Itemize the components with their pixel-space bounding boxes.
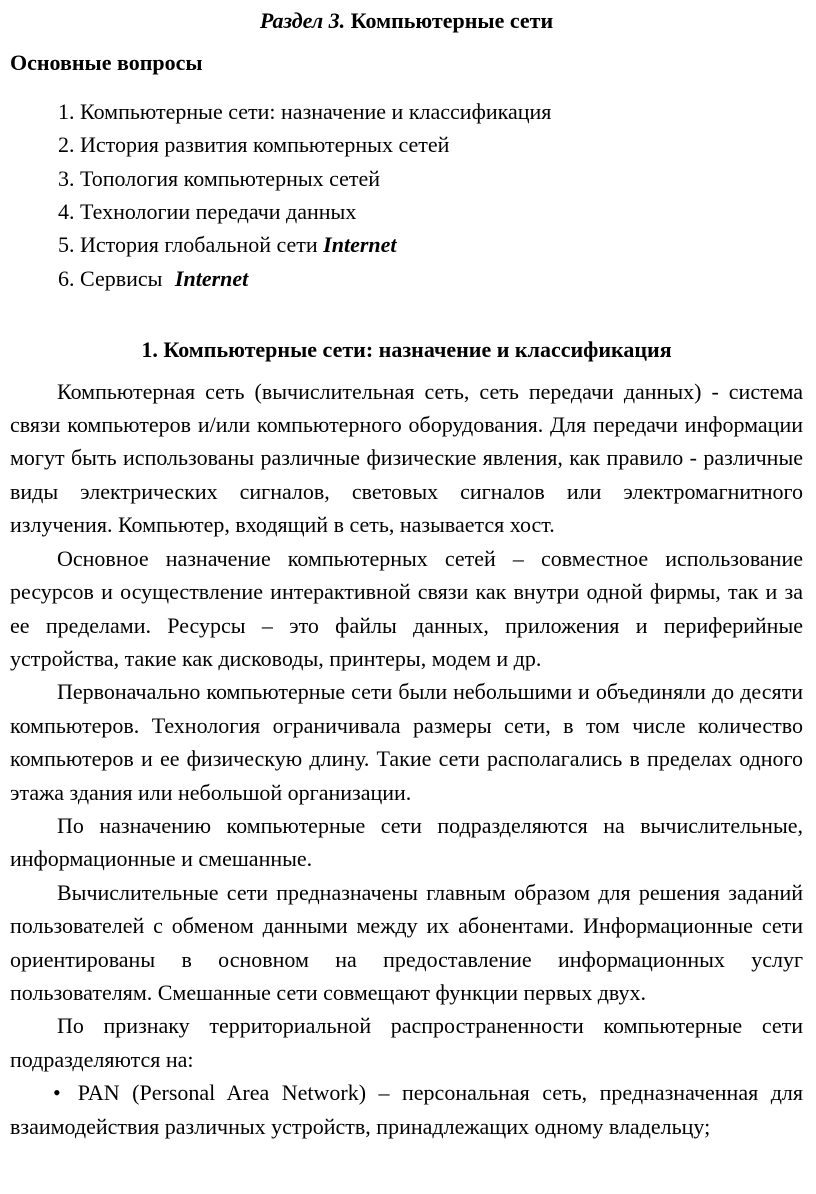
document-title-name: Компьютерные сети xyxy=(350,8,554,33)
question-item-5 xyxy=(58,228,803,261)
question-text: Топология компьютерных сетей xyxy=(80,165,381,191)
body-paragraph-3: Первоначально компьютерные сети были небольшими и объединяли до десяти компьютеров. Технология ограничивала размеры сети, в том числе количество компьютеров и ее физическую длину. Такие сети располагались в пределах одного этажа здания или небольшой организации. xyxy=(10,679,803,805)
question-number: 3. xyxy=(58,165,75,191)
bullet-icon: • xyxy=(53,1080,61,1106)
question-number: 1. xyxy=(58,98,75,124)
question-text: Сервисы xyxy=(80,265,163,291)
section-heading: 1. Компьютерные сети: назначение и классификация xyxy=(141,337,672,363)
internet-emphasis: Internet xyxy=(323,232,397,258)
question-number: 2. xyxy=(58,132,75,158)
body-paragraph-1: Компьютерная сеть (вычислительная сеть, сеть передачи данных) - система связи компьютеров и/или компьютерного оборудования. Для передачи информации могут быть использованы различные физические явления, как правило - различные виды электрических сигналов, световых сигналов или электромагнитного излучения. Компьютер, входящий в сеть, называется хост. xyxy=(10,378,803,538)
questions-list xyxy=(10,95,803,295)
body-paragraph-5: Вычислительные сети предназначены главным образом для решения заданий пользователей с обменом данными между их абонентами. Информационные сети ориентированы в основном на предоставление информационных услуг пользователям. Смешанные сети совмещают функции первых двух. xyxy=(10,879,803,1005)
document-title-section-number: Раздел 3. xyxy=(259,8,346,33)
question-text: История глобальной сети xyxy=(80,232,318,258)
question-text: История развития компьютерных сетей xyxy=(80,132,450,158)
questions-header: Основные вопросы xyxy=(10,50,203,76)
document-title xyxy=(10,4,803,37)
body-paragraph-2: Основное назначение компьютерных сетей – совместное использование ресурсов и осуществление интерактивной связи как внутри одной фирмы, так и за ее пределами. Ресурсы – это файлы данных, приложения и периферийные устройства, такие как дисководы, принтеры, модем и др. xyxy=(10,545,803,671)
question-item-4 xyxy=(58,195,803,228)
internet-emphasis: Internet xyxy=(174,265,249,291)
question-text: Технологии передачи данных xyxy=(80,199,357,225)
bullet-text: PAN (Personal Area Network) – персональная сеть, предназначенная для взаимодействия различных устройств, принадлежащих одному владельцу; xyxy=(10,1080,803,1139)
body-paragraph-6: По признаку территориальной распространенности компьютерные сети подразделяются на: xyxy=(10,1013,803,1072)
question-item-1 xyxy=(58,95,803,128)
question-item-3 xyxy=(58,162,803,195)
question-number: 4. xyxy=(58,199,75,225)
bullet-item-pan xyxy=(10,1076,803,1143)
question-text: Компьютерные сети: назначение и классификация xyxy=(80,98,552,124)
question-item-2 xyxy=(58,128,803,161)
question-item-6 xyxy=(58,262,803,295)
question-number: 5. xyxy=(58,232,75,258)
question-number: 6. xyxy=(58,265,75,291)
body-paragraph-4: По назначению компьютерные сети подразделяются на вычислительные, информационные и смешанные. xyxy=(10,812,803,872)
